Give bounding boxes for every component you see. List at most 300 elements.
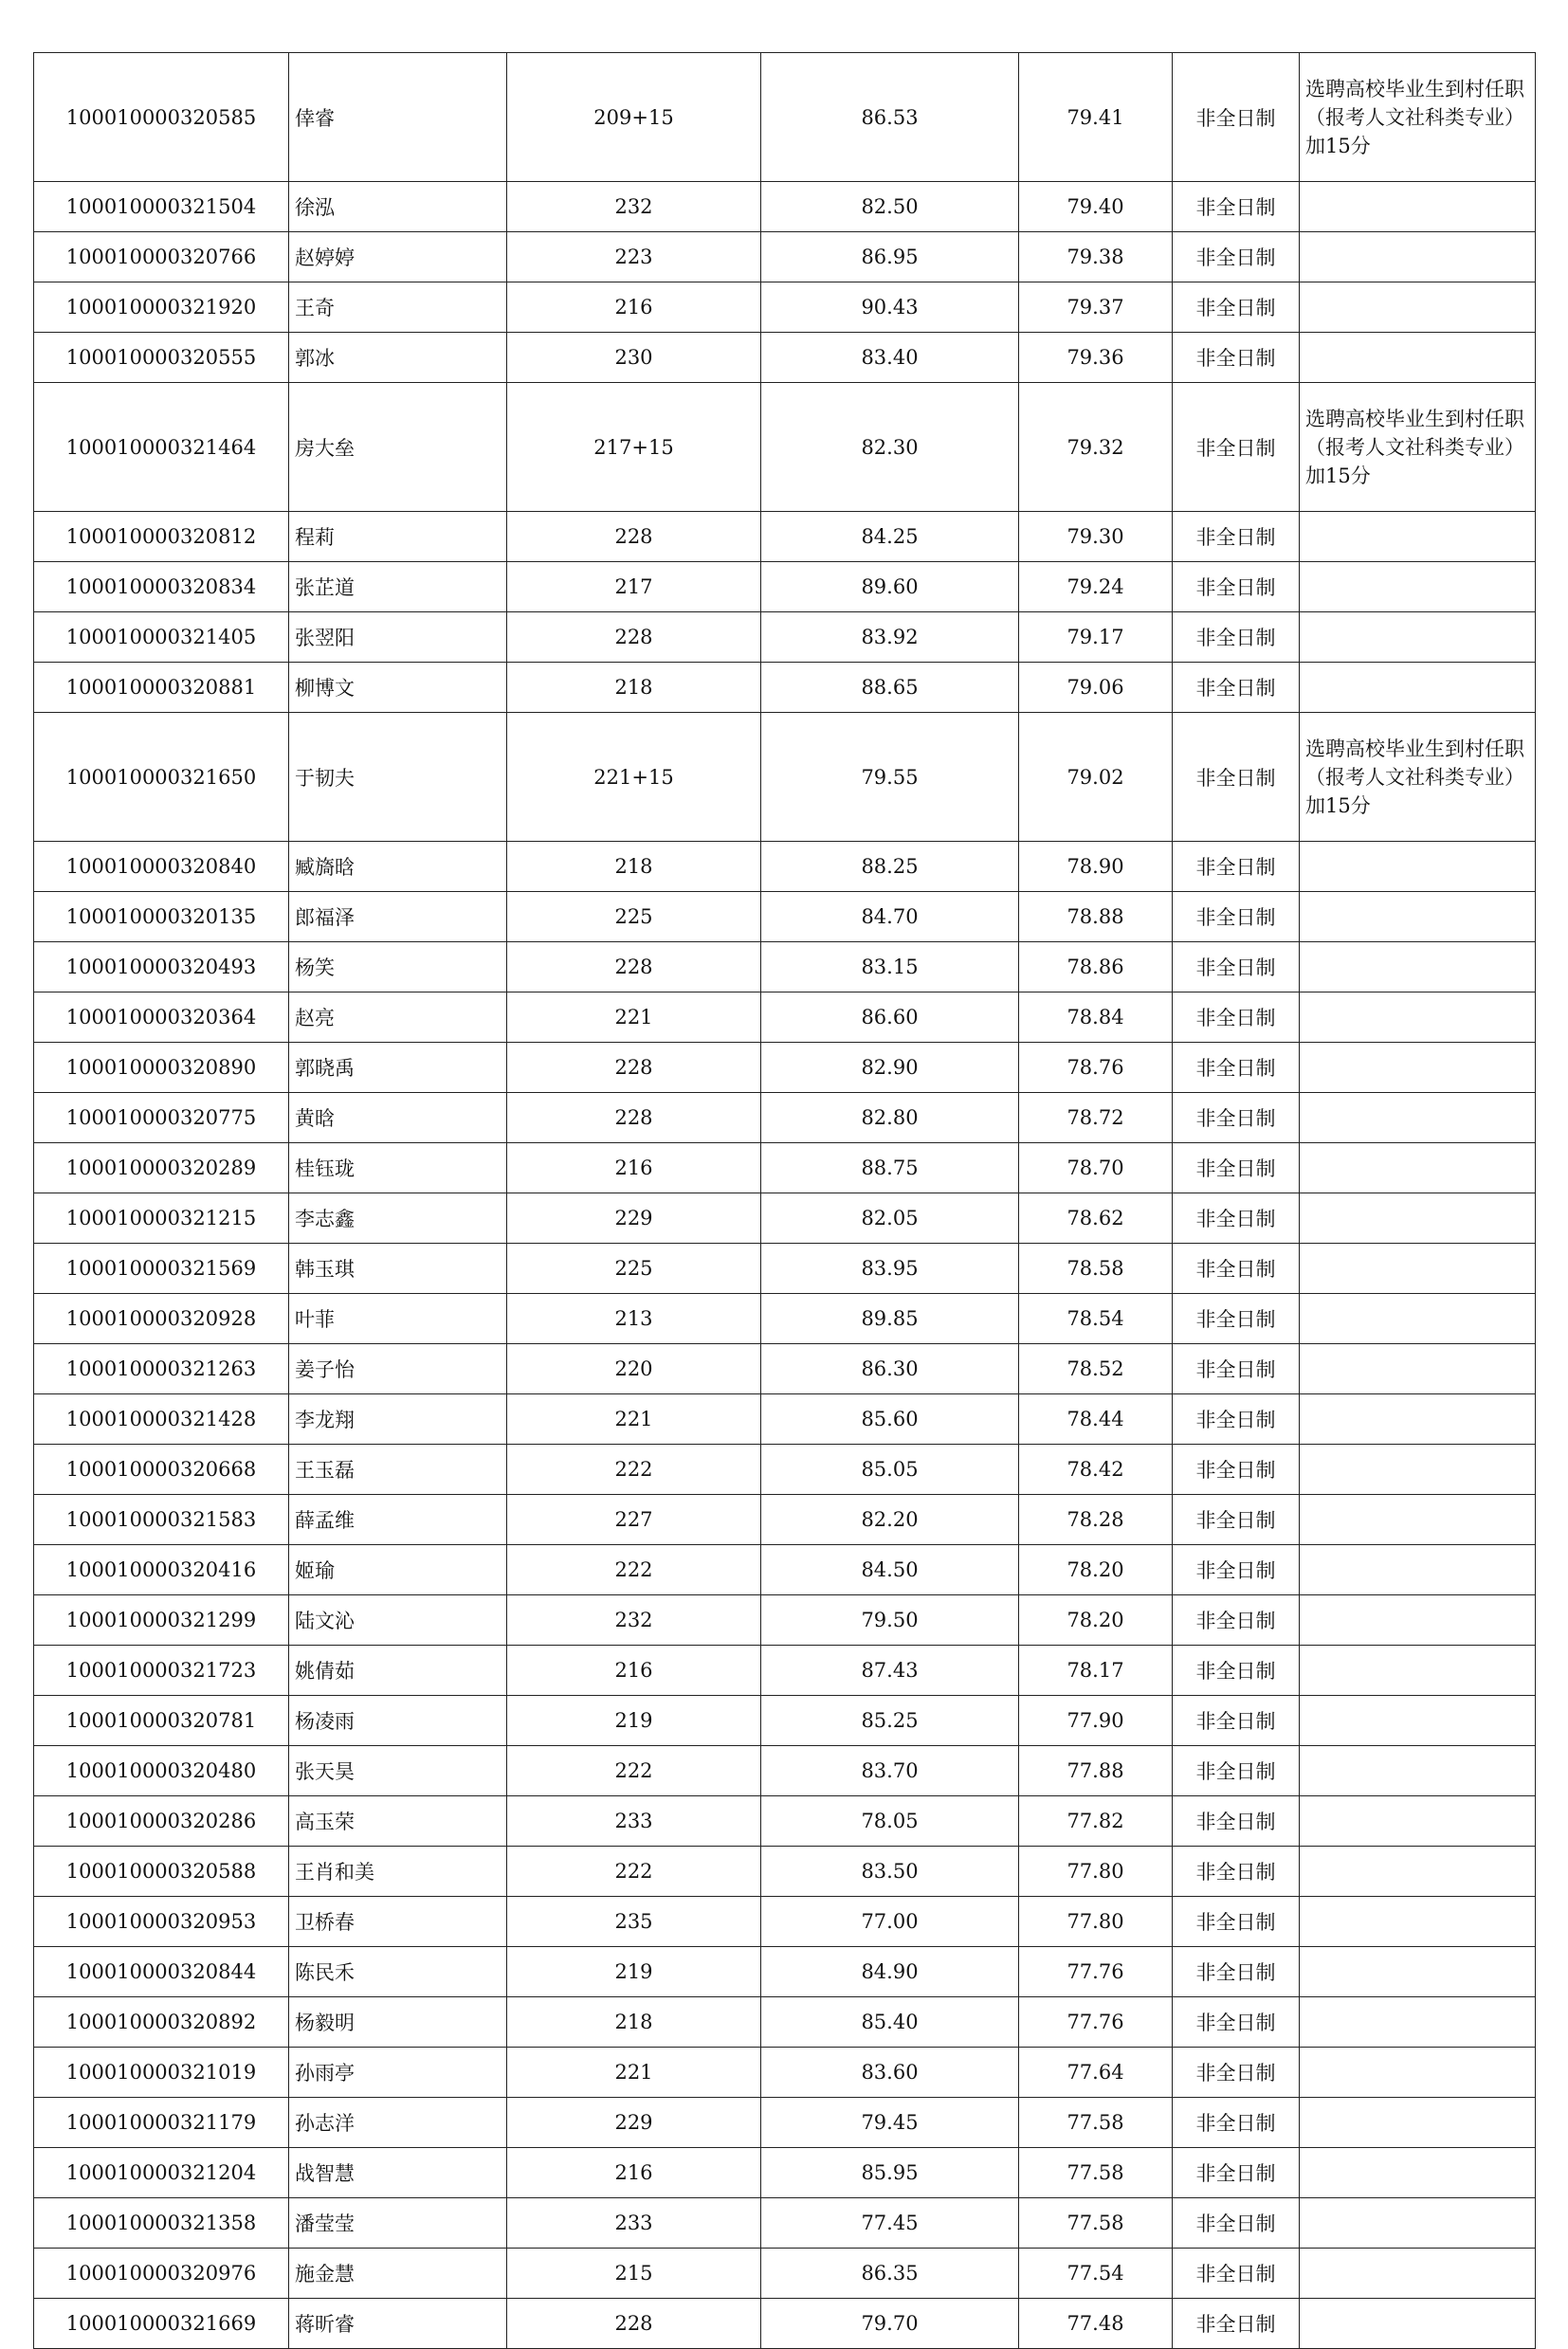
table-row	[34, 1244, 1536, 1294]
written-score-cell: 219	[507, 1947, 761, 1997]
study-type-cell: 非全日制	[1173, 1244, 1300, 1294]
table-row	[34, 562, 1536, 612]
note-cell	[1300, 333, 1536, 383]
candidate-name-cell: 陈民禾	[289, 1947, 507, 1997]
note-cell	[1300, 232, 1536, 282]
candidate-id-cell: 100010000321204	[34, 2148, 289, 2198]
table-row	[34, 2048, 1536, 2098]
note-cell	[1300, 2048, 1536, 2098]
interview-score-cell: 82.05	[761, 1193, 1019, 1244]
table-row	[34, 713, 1536, 842]
total-score-cell: 78.42	[1019, 1445, 1173, 1495]
candidate-id-cell: 100010000321299	[34, 1595, 289, 1646]
total-score-cell: 78.20	[1019, 1595, 1173, 1646]
study-type-cell: 非全日制	[1173, 2198, 1300, 2249]
total-score-cell: 77.54	[1019, 2249, 1173, 2299]
study-type-cell: 非全日制	[1173, 562, 1300, 612]
total-score-cell: 78.52	[1019, 1344, 1173, 1394]
candidate-id-cell: 100010000320585	[34, 53, 289, 182]
note-cell	[1300, 512, 1536, 562]
note-cell	[1300, 663, 1536, 713]
interview-score-cell: 86.95	[761, 232, 1019, 282]
candidate-name-cell: 程莉	[289, 512, 507, 562]
note-cell	[1300, 992, 1536, 1043]
note-cell	[1300, 1344, 1536, 1394]
written-score-cell: 232	[507, 182, 761, 232]
total-score-cell: 77.80	[1019, 1897, 1173, 1947]
candidate-name-cell: 郎福泽	[289, 892, 507, 942]
total-score-cell: 77.76	[1019, 1997, 1173, 2048]
written-score-cell: 222	[507, 1545, 761, 1595]
table-row	[34, 1344, 1536, 1394]
study-type-cell: 非全日制	[1173, 1746, 1300, 1796]
study-type-cell: 非全日制	[1173, 612, 1300, 663]
candidate-name-cell: 孙志洋	[289, 2098, 507, 2148]
candidate-id-cell: 100010000320668	[34, 1445, 289, 1495]
candidate-id-cell: 100010000320493	[34, 942, 289, 992]
note-cell	[1300, 1043, 1536, 1093]
total-score-cell: 79.17	[1019, 612, 1173, 663]
candidate-id-cell: 100010000321569	[34, 1244, 289, 1294]
note-cell	[1300, 1997, 1536, 2048]
note-cell	[1300, 2198, 1536, 2249]
table-row	[34, 1495, 1536, 1545]
study-type-cell: 非全日制	[1173, 1193, 1300, 1244]
candidate-id-cell: 100010000320928	[34, 1294, 289, 1344]
note-cell: 选聘高校毕业生到村任职（报考人文社科类专业）加15分	[1300, 713, 1536, 842]
candidate-name-cell: 倖睿	[289, 53, 507, 182]
candidate-id-cell: 100010000321669	[34, 2299, 289, 2349]
table-row	[34, 1394, 1536, 1445]
candidate-name-cell: 高玉荣	[289, 1796, 507, 1847]
candidate-id-cell: 100010000320976	[34, 2249, 289, 2299]
interview-score-cell: 85.25	[761, 1696, 1019, 1746]
study-type-cell: 非全日制	[1173, 1897, 1300, 1947]
table-row	[34, 1043, 1536, 1093]
study-type-cell: 非全日制	[1173, 1294, 1300, 1344]
candidate-name-cell: 潘莹莹	[289, 2198, 507, 2249]
candidate-name-cell: 战智慧	[289, 2148, 507, 2198]
candidate-name-cell: 薛孟维	[289, 1495, 507, 1545]
interview-score-cell: 86.60	[761, 992, 1019, 1043]
table-row	[34, 333, 1536, 383]
total-score-cell: 79.06	[1019, 663, 1173, 713]
total-score-cell: 78.90	[1019, 842, 1173, 892]
written-score-cell: 221	[507, 992, 761, 1043]
candidate-id-cell: 100010000321428	[34, 1394, 289, 1445]
candidate-name-cell: 王肖和美	[289, 1847, 507, 1897]
written-score-cell: 225	[507, 1244, 761, 1294]
table-row	[34, 2299, 1536, 2349]
written-score-cell: 222	[507, 1445, 761, 1495]
candidate-name-cell: 臧旖晗	[289, 842, 507, 892]
written-score-cell: 213	[507, 1294, 761, 1344]
candidate-id-cell: 100010000320555	[34, 333, 289, 383]
interview-score-cell: 77.00	[761, 1897, 1019, 1947]
note-cell	[1300, 282, 1536, 333]
candidate-id-cell: 100010000321650	[34, 713, 289, 842]
note-cell	[1300, 1947, 1536, 1997]
table-row	[34, 1193, 1536, 1244]
study-type-cell: 非全日制	[1173, 1696, 1300, 1746]
study-type-cell: 非全日制	[1173, 2148, 1300, 2198]
total-score-cell: 78.76	[1019, 1043, 1173, 1093]
interview-score-cell: 84.50	[761, 1545, 1019, 1595]
table-row	[34, 1947, 1536, 1997]
note-cell	[1300, 2148, 1536, 2198]
candidate-name-cell: 叶菲	[289, 1294, 507, 1344]
interview-score-cell: 83.95	[761, 1244, 1019, 1294]
written-score-cell: 230	[507, 333, 761, 383]
study-type-cell: 非全日制	[1173, 1093, 1300, 1143]
candidate-name-cell: 赵婷婷	[289, 232, 507, 282]
table-row	[34, 1796, 1536, 1847]
interview-score-cell: 82.20	[761, 1495, 1019, 1545]
interview-score-cell: 87.43	[761, 1646, 1019, 1696]
table-row	[34, 1093, 1536, 1143]
total-score-cell: 78.70	[1019, 1143, 1173, 1193]
written-score-cell: 228	[507, 2299, 761, 2349]
candidate-name-cell: 桂钰珑	[289, 1143, 507, 1193]
candidate-name-cell: 卫桥春	[289, 1897, 507, 1947]
table-row	[34, 232, 1536, 282]
total-score-cell: 77.82	[1019, 1796, 1173, 1847]
candidate-name-cell: 杨笑	[289, 942, 507, 992]
note-cell	[1300, 1244, 1536, 1294]
written-score-cell: 221+15	[507, 713, 761, 842]
table-row	[34, 992, 1536, 1043]
interview-score-cell: 82.50	[761, 182, 1019, 232]
total-score-cell: 78.86	[1019, 942, 1173, 992]
candidate-id-cell: 100010000320892	[34, 1997, 289, 2048]
total-score-cell: 77.58	[1019, 2098, 1173, 2148]
note-cell	[1300, 1796, 1536, 1847]
candidate-id-cell: 100010000320881	[34, 663, 289, 713]
study-type-cell: 非全日制	[1173, 1445, 1300, 1495]
table-row	[34, 942, 1536, 992]
table-row	[34, 1696, 1536, 1746]
study-type-cell: 非全日制	[1173, 1495, 1300, 1545]
table-row	[34, 2148, 1536, 2198]
candidate-id-cell: 100010000320775	[34, 1093, 289, 1143]
study-type-cell: 非全日制	[1173, 2249, 1300, 2299]
table-row	[34, 2198, 1536, 2249]
written-score-cell: 228	[507, 512, 761, 562]
written-score-cell: 233	[507, 1796, 761, 1847]
total-score-cell: 79.02	[1019, 713, 1173, 842]
written-score-cell: 216	[507, 282, 761, 333]
table-body	[34, 53, 1536, 2349]
total-score-cell: 78.54	[1019, 1294, 1173, 1344]
total-score-cell: 78.44	[1019, 1394, 1173, 1445]
table-row	[34, 2249, 1536, 2299]
written-score-cell: 209+15	[507, 53, 761, 182]
study-type-cell: 非全日制	[1173, 53, 1300, 182]
note-cell	[1300, 1294, 1536, 1344]
candidate-name-cell: 蒋昕睿	[289, 2299, 507, 2349]
candidate-id-cell: 100010000321504	[34, 182, 289, 232]
interview-score-cell: 83.15	[761, 942, 1019, 992]
written-score-cell: 225	[507, 892, 761, 942]
total-score-cell: 79.30	[1019, 512, 1173, 562]
total-score-cell: 77.58	[1019, 2148, 1173, 2198]
candidate-id-cell: 100010000320840	[34, 842, 289, 892]
written-score-cell: 228	[507, 1093, 761, 1143]
interview-score-cell: 88.75	[761, 1143, 1019, 1193]
interview-score-cell: 85.40	[761, 1997, 1019, 2048]
note-cell: 选聘高校毕业生到村任职（报考人文社科类专业）加15分	[1300, 383, 1536, 512]
interview-score-cell: 79.45	[761, 2098, 1019, 2148]
total-score-cell: 77.64	[1019, 2048, 1173, 2098]
total-score-cell: 79.37	[1019, 282, 1173, 333]
written-score-cell: 232	[507, 1595, 761, 1646]
candidate-id-cell: 100010000320781	[34, 1696, 289, 1746]
total-score-cell: 77.80	[1019, 1847, 1173, 1897]
table-row	[34, 1545, 1536, 1595]
total-score-cell: 79.38	[1019, 232, 1173, 282]
candidate-name-cell: 孙雨亭	[289, 2048, 507, 2098]
candidate-id-cell: 100010000320135	[34, 892, 289, 942]
note-cell	[1300, 1696, 1536, 1746]
candidate-name-cell: 张天昊	[289, 1746, 507, 1796]
candidate-id-cell: 100010000321263	[34, 1344, 289, 1394]
interview-score-cell: 83.70	[761, 1746, 1019, 1796]
interview-score-cell: 84.25	[761, 512, 1019, 562]
candidate-name-cell: 姜子怡	[289, 1344, 507, 1394]
candidate-name-cell: 赵亮	[289, 992, 507, 1043]
total-score-cell: 78.17	[1019, 1646, 1173, 1696]
table-row	[34, 663, 1536, 713]
total-score-cell: 77.88	[1019, 1746, 1173, 1796]
interview-score-cell: 89.85	[761, 1294, 1019, 1344]
table-row	[34, 1595, 1536, 1646]
note-cell	[1300, 842, 1536, 892]
interview-score-cell: 88.65	[761, 663, 1019, 713]
study-type-cell: 非全日制	[1173, 1947, 1300, 1997]
note-cell	[1300, 612, 1536, 663]
study-type-cell: 非全日制	[1173, 1595, 1300, 1646]
interview-score-cell: 86.53	[761, 53, 1019, 182]
note-cell	[1300, 2098, 1536, 2148]
study-type-cell: 非全日制	[1173, 2098, 1300, 2148]
interview-score-cell: 86.30	[761, 1344, 1019, 1394]
study-type-cell: 非全日制	[1173, 1143, 1300, 1193]
note-cell	[1300, 1445, 1536, 1495]
written-score-cell: 228	[507, 942, 761, 992]
study-type-cell: 非全日制	[1173, 512, 1300, 562]
interview-score-cell: 84.90	[761, 1947, 1019, 1997]
candidate-id-cell: 100010000321583	[34, 1495, 289, 1545]
candidate-name-cell: 张翌阳	[289, 612, 507, 663]
candidate-id-cell: 100010000321358	[34, 2198, 289, 2249]
interview-score-cell: 85.95	[761, 2148, 1019, 2198]
total-score-cell: 79.36	[1019, 333, 1173, 383]
study-type-cell: 非全日制	[1173, 992, 1300, 1043]
note-cell	[1300, 942, 1536, 992]
table-row	[34, 1646, 1536, 1696]
study-type-cell: 非全日制	[1173, 2299, 1300, 2349]
candidate-name-cell: 徐泓	[289, 182, 507, 232]
note-cell	[1300, 1193, 1536, 1244]
note-cell	[1300, 562, 1536, 612]
table-row	[34, 842, 1536, 892]
table-row	[34, 182, 1536, 232]
total-score-cell: 79.41	[1019, 53, 1173, 182]
candidate-name-cell: 韩玉琪	[289, 1244, 507, 1294]
written-score-cell: 228	[507, 612, 761, 663]
candidate-id-cell: 100010000320480	[34, 1746, 289, 1796]
study-type-cell: 非全日制	[1173, 713, 1300, 842]
candidate-id-cell: 100010000321920	[34, 282, 289, 333]
total-score-cell: 78.72	[1019, 1093, 1173, 1143]
interview-score-cell: 83.92	[761, 612, 1019, 663]
study-type-cell: 非全日制	[1173, 333, 1300, 383]
candidate-id-cell: 100010000321179	[34, 2098, 289, 2148]
table-row	[34, 53, 1536, 182]
note-cell	[1300, 1394, 1536, 1445]
written-score-cell: 220	[507, 1344, 761, 1394]
study-type-cell: 非全日制	[1173, 1997, 1300, 2048]
total-score-cell: 79.32	[1019, 383, 1173, 512]
study-type-cell: 非全日制	[1173, 1545, 1300, 1595]
interview-score-cell: 77.45	[761, 2198, 1019, 2249]
written-score-cell: 218	[507, 663, 761, 713]
written-score-cell: 233	[507, 2198, 761, 2249]
written-score-cell: 216	[507, 1143, 761, 1193]
candidate-id-cell: 100010000320953	[34, 1897, 289, 1947]
candidate-name-cell: 姬瑜	[289, 1545, 507, 1595]
written-score-cell: 221	[507, 1394, 761, 1445]
total-score-cell: 78.58	[1019, 1244, 1173, 1294]
written-score-cell: 229	[507, 1193, 761, 1244]
note-cell: 选聘高校毕业生到村任职（报考人文社科类专业）加15分	[1300, 53, 1536, 182]
study-type-cell: 非全日制	[1173, 232, 1300, 282]
table-row	[34, 383, 1536, 512]
study-type-cell: 非全日制	[1173, 942, 1300, 992]
interview-score-cell: 85.60	[761, 1394, 1019, 1445]
table-row	[34, 892, 1536, 942]
candidate-name-cell: 施金慧	[289, 2249, 507, 2299]
note-cell	[1300, 1746, 1536, 1796]
table-row	[34, 1997, 1536, 2048]
note-cell	[1300, 892, 1536, 942]
interview-score-cell: 79.55	[761, 713, 1019, 842]
written-score-cell: 218	[507, 1997, 761, 2048]
note-cell	[1300, 1143, 1536, 1193]
candidate-name-cell: 姚倩茹	[289, 1646, 507, 1696]
written-score-cell: 215	[507, 2249, 761, 2299]
interview-score-cell: 82.80	[761, 1093, 1019, 1143]
note-cell	[1300, 1595, 1536, 1646]
candidate-name-cell: 黄晗	[289, 1093, 507, 1143]
candidate-name-cell: 王奇	[289, 282, 507, 333]
total-score-cell: 78.28	[1019, 1495, 1173, 1545]
interview-score-cell: 82.30	[761, 383, 1019, 512]
written-score-cell: 219	[507, 1696, 761, 1746]
candidate-name-cell: 杨凌雨	[289, 1696, 507, 1746]
candidate-name-cell: 张芷道	[289, 562, 507, 612]
table-row	[34, 2098, 1536, 2148]
candidate-id-cell: 100010000320890	[34, 1043, 289, 1093]
study-type-cell: 非全日制	[1173, 1043, 1300, 1093]
study-type-cell: 非全日制	[1173, 383, 1300, 512]
total-score-cell: 77.48	[1019, 2299, 1173, 2349]
table-row	[34, 1897, 1536, 1947]
candidate-id-cell: 100010000320834	[34, 562, 289, 612]
total-score-cell: 77.90	[1019, 1696, 1173, 1746]
written-score-cell: 221	[507, 2048, 761, 2098]
written-score-cell: 216	[507, 1646, 761, 1696]
written-score-cell: 222	[507, 1847, 761, 1897]
table-row	[34, 512, 1536, 562]
candidate-id-cell: 100010000320364	[34, 992, 289, 1043]
candidate-name-cell: 李龙翔	[289, 1394, 507, 1445]
note-cell	[1300, 2299, 1536, 2349]
candidate-name-cell: 李志鑫	[289, 1193, 507, 1244]
study-type-cell: 非全日制	[1173, 1847, 1300, 1897]
table-row	[34, 282, 1536, 333]
total-score-cell: 78.62	[1019, 1193, 1173, 1244]
study-type-cell: 非全日制	[1173, 842, 1300, 892]
written-score-cell: 228	[507, 1043, 761, 1093]
written-score-cell: 217+15	[507, 383, 761, 512]
candidate-id-cell: 100010000320416	[34, 1545, 289, 1595]
note-cell	[1300, 2249, 1536, 2299]
candidate-id-cell: 100010000321405	[34, 612, 289, 663]
written-score-cell: 227	[507, 1495, 761, 1545]
candidate-name-cell: 郭冰	[289, 333, 507, 383]
total-score-cell: 77.58	[1019, 2198, 1173, 2249]
candidate-id-cell: 100010000320844	[34, 1947, 289, 1997]
written-score-cell: 235	[507, 1897, 761, 1947]
table-row	[34, 1847, 1536, 1897]
candidate-name-cell: 郭晓禹	[289, 1043, 507, 1093]
candidate-id-cell: 100010000321464	[34, 383, 289, 512]
candidate-id-cell: 100010000320812	[34, 512, 289, 562]
interview-score-cell: 89.60	[761, 562, 1019, 612]
written-score-cell: 223	[507, 232, 761, 282]
interview-score-cell: 90.43	[761, 282, 1019, 333]
interview-score-cell: 83.40	[761, 333, 1019, 383]
candidate-id-cell: 100010000321019	[34, 2048, 289, 2098]
interview-score-cell: 85.05	[761, 1445, 1019, 1495]
written-score-cell: 217	[507, 562, 761, 612]
score-table	[33, 52, 1536, 2349]
total-score-cell: 78.20	[1019, 1545, 1173, 1595]
study-type-cell: 非全日制	[1173, 1394, 1300, 1445]
interview-score-cell: 83.50	[761, 1847, 1019, 1897]
candidate-name-cell: 房大垒	[289, 383, 507, 512]
table-row	[34, 1294, 1536, 1344]
interview-score-cell: 78.05	[761, 1796, 1019, 1847]
note-cell	[1300, 1093, 1536, 1143]
study-type-cell: 非全日制	[1173, 282, 1300, 333]
total-score-cell: 79.40	[1019, 182, 1173, 232]
interview-score-cell: 79.70	[761, 2299, 1019, 2349]
candidate-id-cell: 100010000320766	[34, 232, 289, 282]
total-score-cell: 78.88	[1019, 892, 1173, 942]
interview-score-cell: 79.50	[761, 1595, 1019, 1646]
note-cell	[1300, 182, 1536, 232]
candidate-name-cell: 陆文沁	[289, 1595, 507, 1646]
interview-score-cell: 88.25	[761, 842, 1019, 892]
written-score-cell: 222	[507, 1746, 761, 1796]
written-score-cell: 216	[507, 2148, 761, 2198]
candidate-id-cell: 100010000320289	[34, 1143, 289, 1193]
candidate-id-cell: 100010000321215	[34, 1193, 289, 1244]
candidate-name-cell: 王玉磊	[289, 1445, 507, 1495]
table-row	[34, 612, 1536, 663]
